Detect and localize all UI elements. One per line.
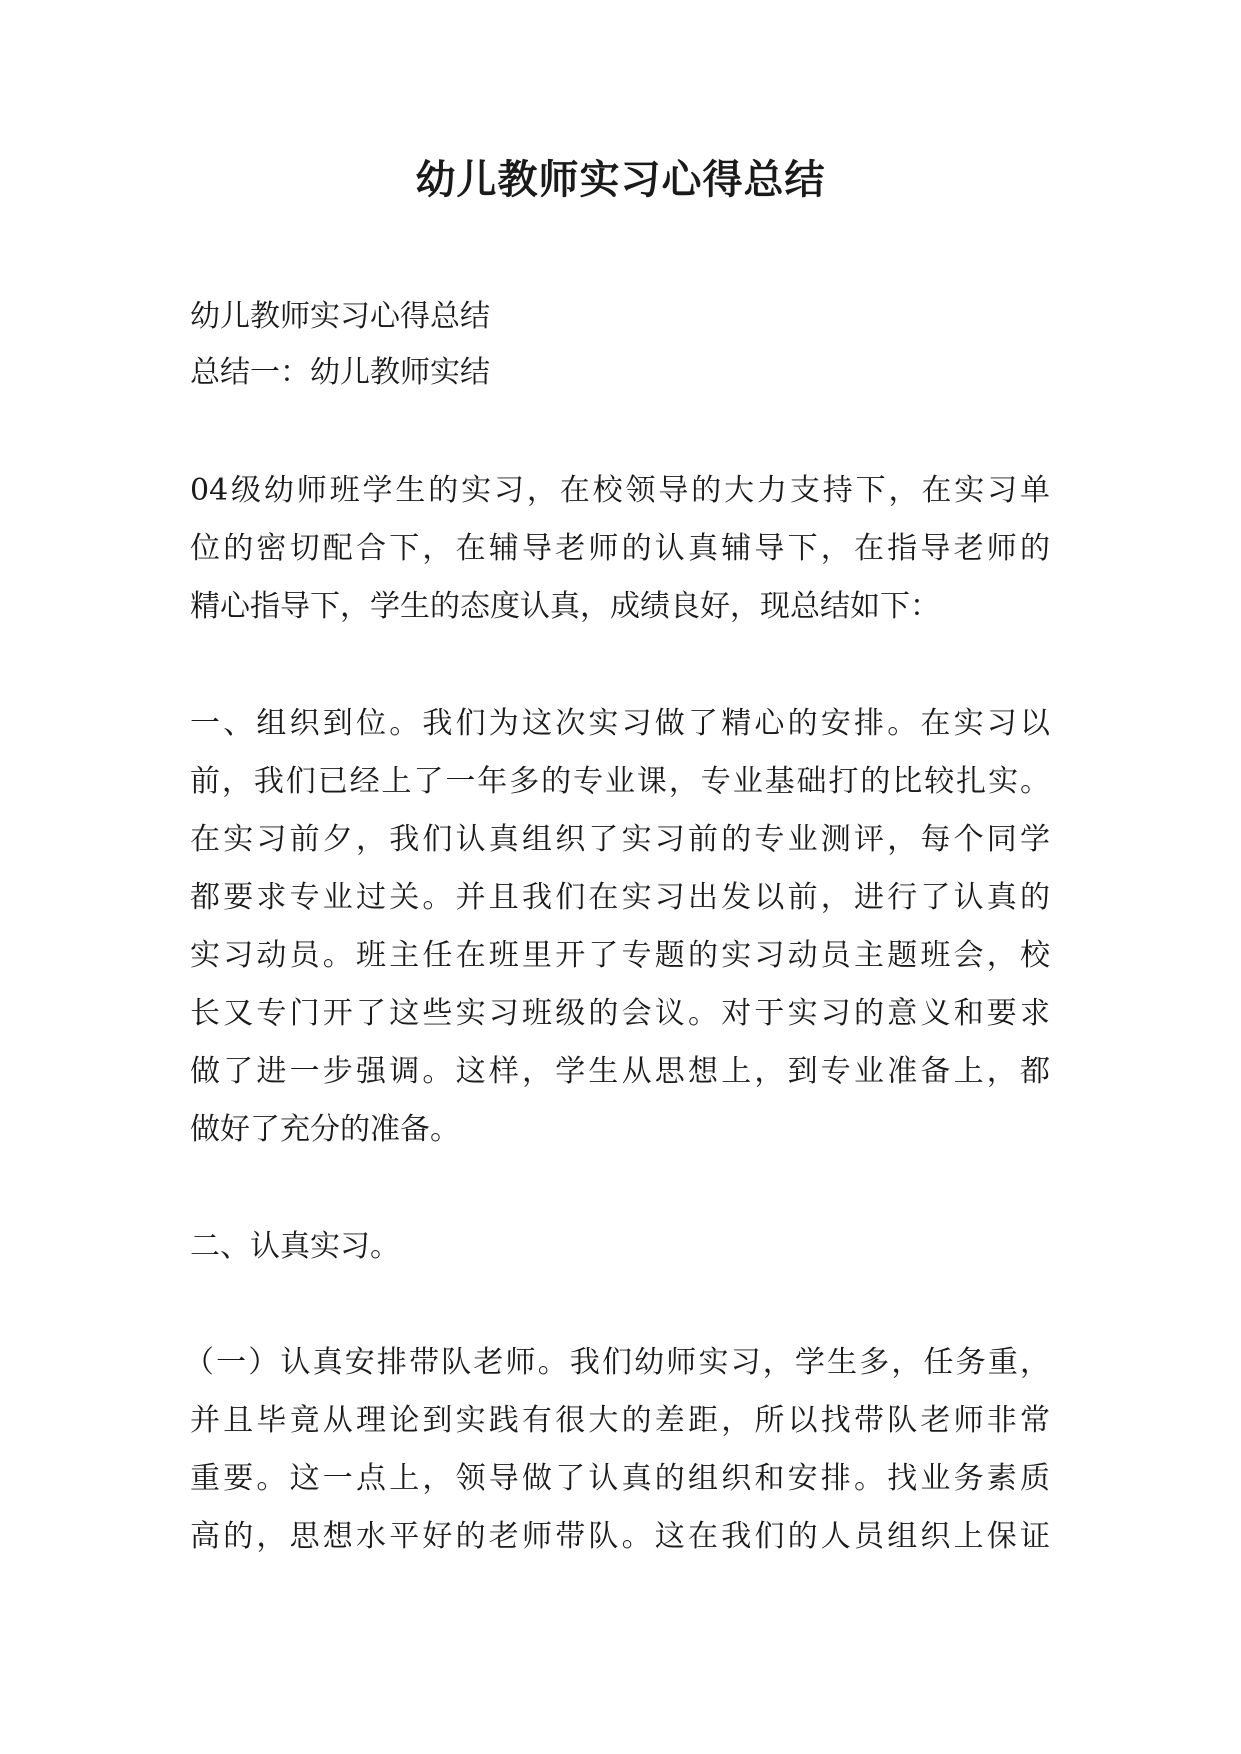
paragraph-line: 并且毕竟从理论到实践有很大的差距，所以找带队老师非常 (190, 1403, 1050, 1438)
paragraph-line: 都要求专业过关。并且我们在实习出发以前，进行了认真的 (190, 880, 1050, 915)
paragraph-line: 重要。这一点上，领导做了认真的组织和安排。找业务素质 (190, 1461, 1050, 1496)
paragraph-line: 高的，思想水平好的老师带队。这在我们的人员组织上保证 (190, 1519, 1050, 1554)
section-heading: 总结一：幼儿教师实结 (190, 355, 490, 390)
paragraph-line: 位的密切配合下，在辅导老师的认真辅导下，在指导老师的 (190, 531, 1050, 566)
paragraph-line: 精心指导下，学生的态度认真，成绩良好，现总结如下： (190, 589, 940, 624)
paragraph-line: 做了进一步强调。这样，学生从思想上，到专业准备上，都 (190, 1054, 1050, 1089)
paragraph-line: 长又专门开了这些实习班级的会议。对于实习的意义和要求 (190, 996, 1050, 1031)
paragraph-line: 一、组织到位。我们为这次实习做了精心的安排。在实习以 (190, 706, 1050, 741)
paragraph-line: 实习动员。班主任在班里开了专题的实习动员主题班会，校 (190, 938, 1050, 973)
subtitle-line: 幼儿教师实习心得总结 (190, 299, 490, 334)
paragraph-line: 前，我们已经上了一年多的专业课，专业基础打的比较扎实。 (190, 764, 1050, 799)
paragraph-line: 04级幼师班学生的实习，在校领导的大力支持下，在实习单 (190, 473, 1050, 508)
paragraph-line: 做好了充分的准备。 (190, 1112, 460, 1147)
paragraph-line: （一）认真安排带队老师。我们幼师实习，学生多，任务重， (184, 1345, 1050, 1380)
section-heading: 二、认真实习。 (190, 1229, 400, 1264)
paragraph-line: 在实习前夕，我们认真组织了实习前的专业测评，每个同学 (190, 822, 1050, 857)
document-title: 幼儿教师实习心得总结 (415, 157, 826, 203)
